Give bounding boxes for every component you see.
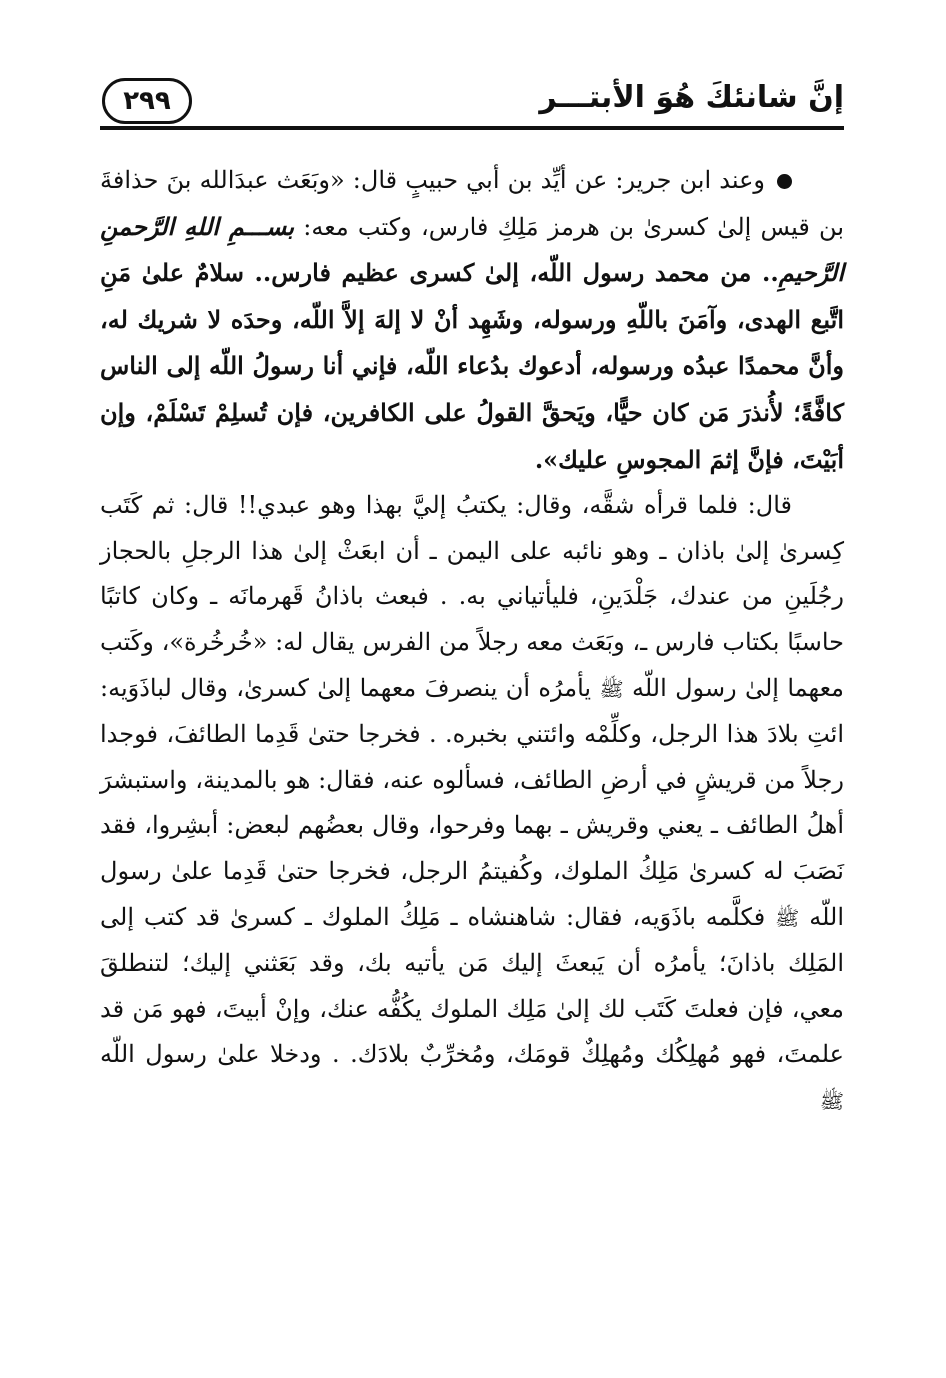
page-number: ٢٩٩ (102, 78, 192, 124)
story-text-2: يأمرُه أن ينصرفَ معهما إلىٰ كسرىٰ، وقال لباذَوَيه: ائتِ بلادَ هذا الرجل، وكلِّمْه وائتني بخبره. . فخرجا حتىٰ قَدِما الطائفَ، فوجدا رجلاً من قريشٍ في أرضِ الطائف، فسألوه عنه، فقال: هو بالمدينة، واستبشرَ أهلُ الطائف ـ يعني وقريش ـ بهما وفرحوا، وقال بعضُهم لبعض: أبشِروا، فقد نَصَبَ له كسرىٰ مَلِكُ الملوك، وكُفيتمُ الرجل، فخرجا حتىٰ قَدِما علىٰ رسول اللّه (100, 673, 845, 931)
running-title: إنَّ شانئكَ هُوَ الأبتـــر (539, 80, 844, 115)
salutation-glyph: ﷺ (819, 1088, 844, 1113)
story-text-3: فكلَّمه باذَوَيه، فقال: شاهنشاه ـ مَلِكُ الملوك ـ كسرىٰ قد كتب إلى المَلِك باذانَ؛ يأمرُه أن يَبعثَ إليك مَن يأتيه بك، وقد بَعَثني إليك؛ لتنطلقَ معي، فإن فعلتَ كَتَب لك إلىٰ مَلِك الملوك يكُفُّه عنك، وإنْ أبيتَ، فهو مَن قد علمتَ، فهو مُهلِكُك ومُهلِكٌ قومَك، ومُخرِّبٌ بلادَك. . ودخلا علىٰ رسول اللّه (100, 902, 844, 1069)
paragraph-ibn-jarir (100, 158, 844, 483)
salutation-glyph: ﷺ (599, 676, 624, 701)
page-header (100, 70, 844, 138)
salutation-glyph: ﷺ (775, 905, 800, 930)
prophet-letter-text: .. من محمد رسول اللّه، إلىٰ كسرى عظيم فارس.. سلامٌ علىٰ مَنِ اتَّبع الهدى، وآمَنَ باللّهِ ورسوله، وشَهِد أنْ لا إلهَ إلاَّ اللّه، وحدَه لا شريك له، وأنَّ محمدًا عبدُه ورسوله، أدعوك بدُعاء اللّه، فإني أنا رسولُ اللّه إلى الناس كافَّةً؛ لأُنذرَ مَن كان حيًّا، ويَحقَّ القولُ على الكافرين، فإن تُسلِمْ تَسْلَمْ، وإن أبَيْتَ، فإنَّ إثمَ المجوسِ عليك». (100, 258, 844, 474)
story-text-1: قال: فلما قرأه شقَّه، وقال: يكتبُ إليَّ بهذا وهو عبدي!! قال: ثم كَتَب كِسرىٰ إلىٰ باذان ـ وهو نائبه على اليمن ـ أن ابعَثْ إلىٰ هذا الرجلِ بالحجاز رجُلَينِ من عندك، جَلْدَينِ، فليأتياني به. . فبعث باذانُ قَهرمانَه ـ وكان كاتبًا حاسبًا بكتاب فارس ـ، وبَعَث معه رجلاً من الفرس يقال له: «خُرخُرة»، وكَتب معهما إلىٰ رسول اللّه (100, 491, 845, 702)
bullet-icon (777, 174, 792, 189)
basmala: بســـمِ اللهِ الرَّحمنِ الرَّحيمِ (100, 211, 844, 288)
page-body (100, 158, 844, 1124)
header-divider (100, 126, 844, 130)
paragraph-kisra-story (100, 483, 844, 1124)
paragraph-intro: وعند ابن جرير: عن أيِّد بن أبي حبيبٍ قال: «وبَعَث عبدَالله بنَ حذافةَ بن قيس إلىٰ كسرىٰ بن هرمز مَلِكِ فارس، وكتب معه: (100, 166, 844, 241)
